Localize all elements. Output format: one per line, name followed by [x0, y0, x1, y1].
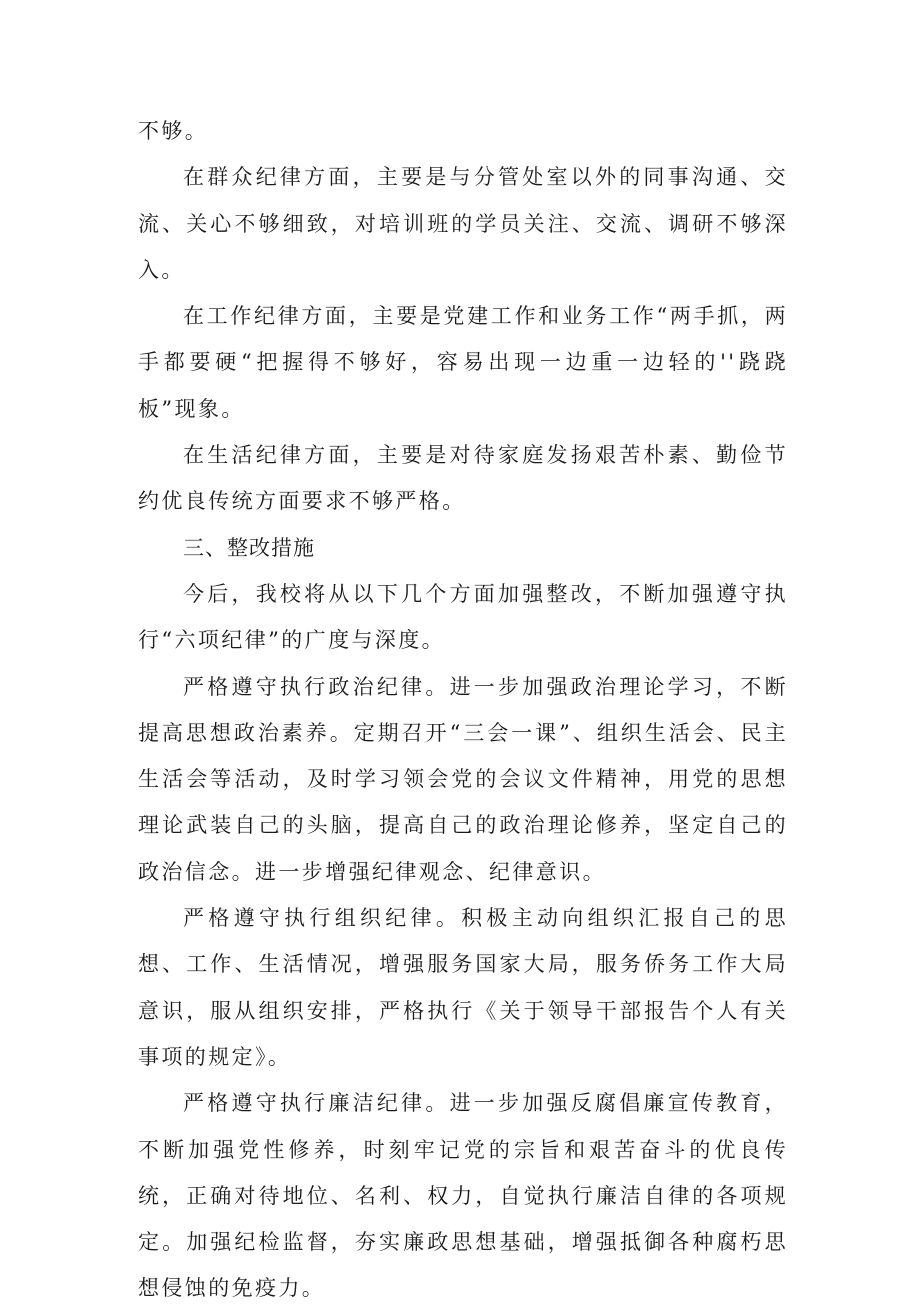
- paragraph-organizational-discipline: 严格遵守执行组织纪律。积极主动向组织汇报自己的思想、工作、生活情况，增强服务国家大局，服务侨务工作大局意识，服从组织安排，严格执行《关于领导干部报告个人有关事项的规定》。: [138, 906, 788, 1069]
- paragraph-life-discipline: 在生活纪律方面，主要是对待家庭发扬艰苦朴素、勤俭节约优良传统方面要求不够严格。: [138, 443, 788, 514]
- paragraph-work-discipline: 在工作纪律方面，主要是党建工作和业务工作“两手抓，两手都要硬“把握得不够好，容易出现一边重一边轻的''跷跷板”现象。: [138, 304, 788, 421]
- section-heading-rectification: 三、整改措施: [183, 535, 315, 560]
- paragraph-intro-rectification: 今后，我校将从以下几个方面加强整改，不断加强遵守执行“六项纪律”的广度与深度。: [138, 581, 788, 653]
- paragraph-continuation: 不够。: [138, 119, 209, 143]
- document-body: [138, 108, 788, 1312]
- paragraph-integrity-discipline: 严格遵守执行廉洁纪律。进一步加强反腐倡廉宣传教育，不断加强党性修养，时刻牢记党的宗旨和艰苦奋斗的优良传统，正确对待地位、名利、权力，自觉执行廉洁自律的各项规定。加强纪检监督，夯实廉政思想基础，增强抵御各种腐朽思想侵蚀的免疫力。: [138, 1091, 788, 1301]
- paragraph-political-discipline: 严格遵守执行政治纪律。进一步加强政治理论学习，不断提高思想政治素养。定期召开“三会一课”、组织生活会、民主生活会等活动，及时学习领会党的会议文件精神，用党的思想理论武装自己的头脑，提高自己的政治理论修养，坚定自己的政治信念。进一步增强纪律观念、纪律意识。: [138, 674, 788, 884]
- paragraph-mass-discipline: 在群众纪律方面，主要是与分管处室以外的同事沟通、交流、关心不够细致，对培训班的学员关注、交流、调研不够深入。: [138, 165, 788, 282]
